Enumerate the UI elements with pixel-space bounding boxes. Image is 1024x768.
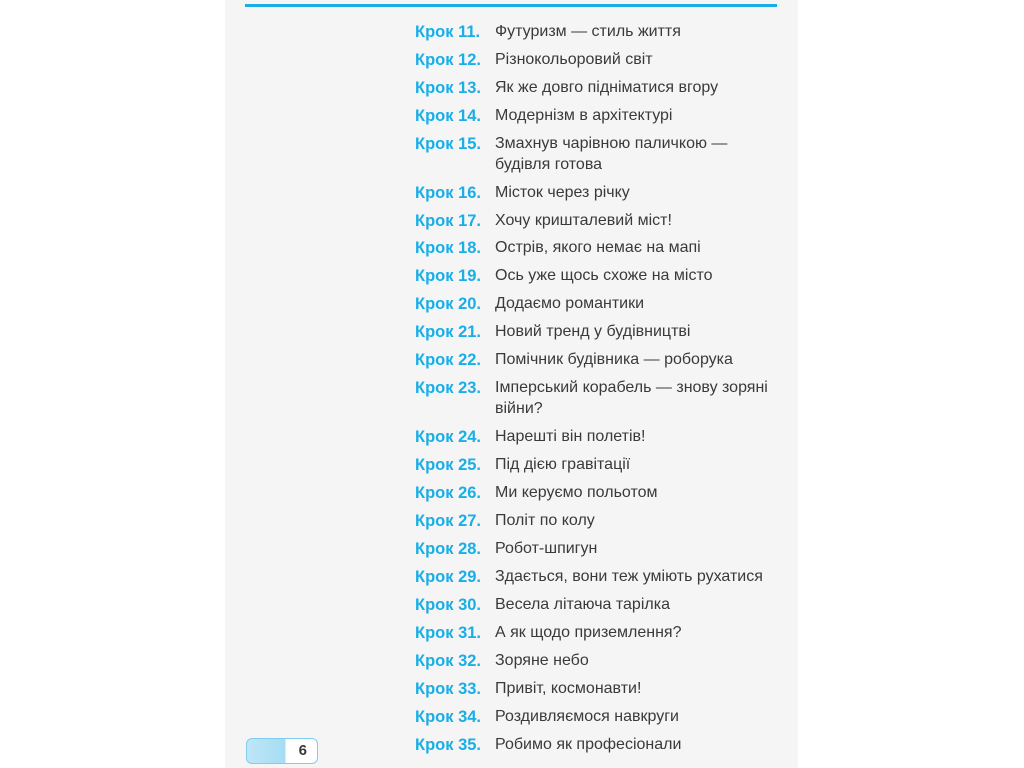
step-title: Острів, якого немає на мапі <box>495 239 701 257</box>
step-label: Крок 17. <box>415 211 482 230</box>
step-label: Крок 30. <box>415 595 482 614</box>
step-label: Крок 25. <box>415 455 482 474</box>
step-label: Крок 13. <box>415 78 482 97</box>
toc-entry <box>415 651 798 672</box>
step-title: Футуризм — стиль життя <box>495 23 681 40</box>
toc-entry <box>415 707 798 728</box>
step-title: Політ по колу <box>495 511 595 529</box>
step-title: Модернізм в архітектурі <box>495 106 673 124</box>
step-title: Здається, вони теж уміють рухатися <box>495 567 763 585</box>
step-title: Хочу кришталевий міст! <box>495 211 672 229</box>
step-label: Крок 20. <box>415 295 482 314</box>
step-label: Крок 35. <box>415 735 482 754</box>
step-title: Привіт, космонавти! <box>495 679 642 697</box>
step-label: Крок 21. <box>415 323 482 342</box>
step-label: Крок 16. <box>415 183 482 202</box>
toc-entry <box>415 322 798 343</box>
step-label: Крок 11. <box>415 23 481 41</box>
toc-entry <box>415 455 798 476</box>
step-label: Крок 31. <box>415 623 482 642</box>
step-title: Нарешті він полетів! <box>495 427 646 445</box>
step-label: Крок 34. <box>415 707 482 726</box>
toc-entry <box>415 106 798 127</box>
step-title: Різнокольоровий світ <box>495 50 653 68</box>
toc-entry <box>415 539 798 560</box>
step-label: Крок 32. <box>415 651 482 670</box>
step-title: Ми керуємо польотом <box>495 483 658 501</box>
step-title: Місток через річку <box>495 183 630 201</box>
step-title: Імперський корабель — знову зоряні війни? <box>495 379 768 417</box>
step-title: Робот-шпигун <box>495 539 598 557</box>
step-title: Як же довго підніматися вгору <box>495 78 719 96</box>
step-label: Крок 28. <box>415 539 482 558</box>
step-title: Під дією гравітації <box>495 455 631 473</box>
toc-entry <box>415 183 798 204</box>
toc-entry <box>415 266 798 287</box>
step-label: Крок 29. <box>415 567 482 586</box>
toc-entry <box>415 735 798 756</box>
step-title: Новий тренд у будівництві <box>495 323 691 341</box>
step-title: Весела літаюча тарілка <box>495 595 670 613</box>
toc-entry <box>415 378 798 419</box>
page-number-tab <box>246 738 318 764</box>
step-label: Крок 23. <box>415 379 482 398</box>
step-label: Крок 22. <box>415 351 482 370</box>
step-title: Роздивляємося навкруги <box>495 707 679 725</box>
step-label: Крок 18. <box>415 239 482 258</box>
step-label: Крок 27. <box>415 511 482 530</box>
toc-entry <box>415 50 798 71</box>
step-label: Крок 33. <box>415 679 482 698</box>
toc-entry <box>415 350 798 371</box>
table-of-contents <box>225 22 798 763</box>
toc-entry <box>415 211 798 232</box>
step-title: А як щодо приземлення? <box>495 623 682 641</box>
step-label: Крок 14. <box>415 106 482 125</box>
toc-entry <box>415 567 798 588</box>
toc-entry <box>415 483 798 504</box>
step-title: Помічник будівника — роборука <box>495 351 733 369</box>
step-label: Крок 15. <box>415 134 482 153</box>
top-divider <box>245 4 777 7</box>
step-label: Крок 24. <box>415 427 482 446</box>
toc-entry <box>415 134 798 175</box>
page-number: 6 <box>298 742 307 759</box>
step-label: Крок 12. <box>415 50 482 69</box>
toc-entry <box>415 679 798 700</box>
toc-entry <box>415 623 798 644</box>
toc-entry <box>415 595 798 616</box>
toc-entry <box>415 427 798 448</box>
step-title: Робимо як професіонали <box>495 735 682 753</box>
toc-entry <box>415 238 798 259</box>
toc-entry <box>415 511 798 532</box>
step-title: Додаємо романтики <box>495 295 645 313</box>
step-title: Змахнув чарівною паличкою — будівля готова <box>495 134 728 173</box>
step-title: Зоряне небо <box>495 651 589 669</box>
step-title: Ось уже щось схоже на місто <box>495 267 713 285</box>
toc-entry <box>415 22 798 43</box>
toc-entry <box>415 78 798 99</box>
toc-entry <box>415 294 798 315</box>
step-label: Крок 19. <box>415 267 482 286</box>
step-label: Крок 26. <box>415 483 482 502</box>
document-page <box>225 0 798 768</box>
